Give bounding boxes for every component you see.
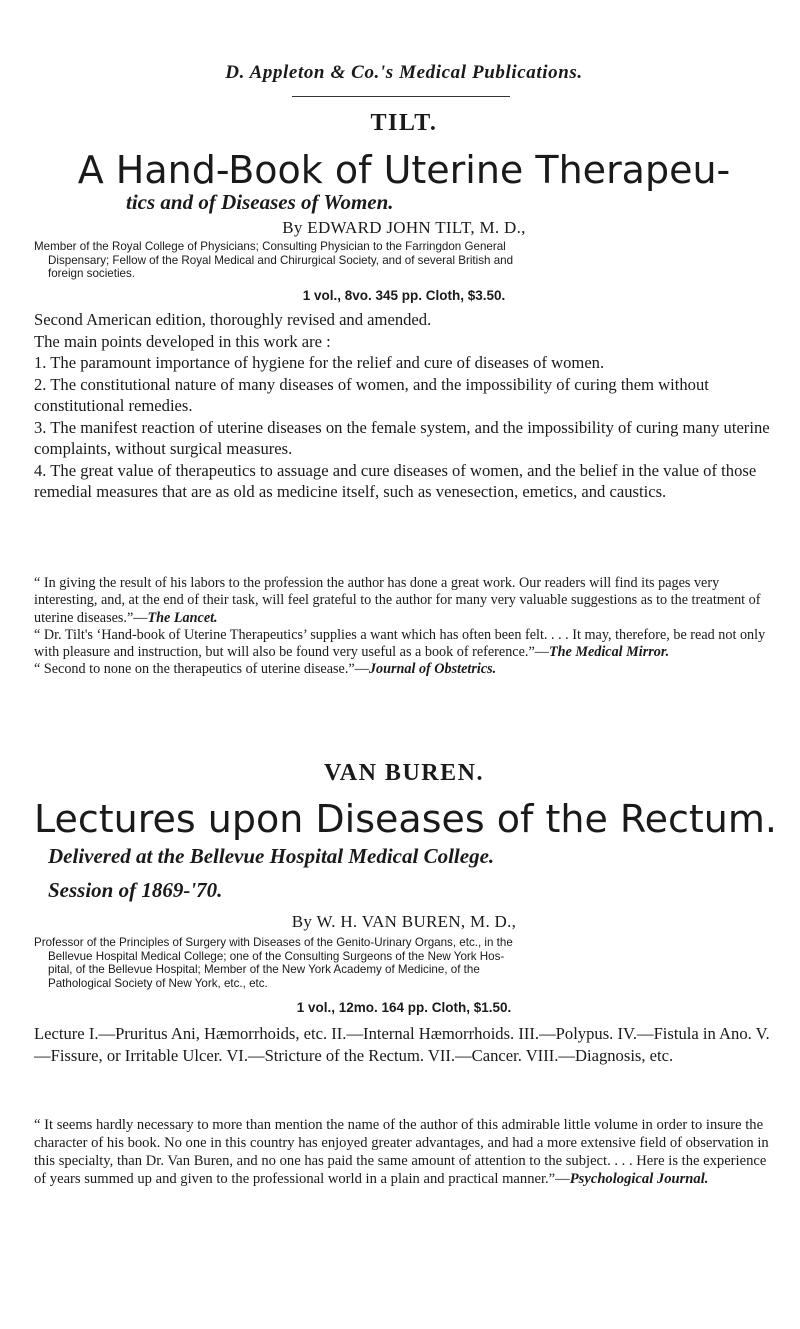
vanburen-credentials	[34, 936, 774, 990]
tilt-credentials-line2: Dispensary; Fellow of the Royal Medical and Chirurgical Society, and of several British and	[48, 253, 514, 267]
vanburen-author-heading: VAN BUREN.	[324, 760, 484, 786]
vanburen-review	[34, 1116, 774, 1188]
tilt-point-4: 4. The great value of therapeutics to assuage and cure diseases of women, and the belief in the value of those remedial measures that are as old as medicine itself, such as venesection, emetics, and caustics.	[34, 460, 757, 501]
review-quote: “ Second to none on the therapeutics of uterine disease.”—	[34, 661, 369, 678]
tilt-pub-info: 1 vol., 8vo. 345 pp. Cloth, $3.50.	[302, 288, 506, 303]
tilt-review-2	[34, 627, 774, 662]
tilt-review-1	[34, 575, 774, 627]
review-quote: “ Dr. Tilt's ‘Hand-book of Uterine Therapeutics’ supplies a want which has often been felt. . . . It may, therefore, be read not only with pleasure and instruction, but will also be found very useful as a book of reference.”—	[34, 626, 766, 661]
vanburen-title: Lectures upon Diseases of the Rectum.	[34, 797, 777, 841]
vanburen-credentials-line3: pital, of the Bellevue Hospital; Member of the New York Academy of Medicine, of the	[48, 963, 480, 976]
vanburen-byline: By W. H. VAN BUREN, M. D.,	[291, 912, 517, 931]
vanburen-review-paragraph	[34, 1116, 774, 1188]
vanburen-lectures: Lecture I.—Pruritus Ani, Hæmorrhoids, etc. II.—Internal Hæmorrhoids. III.—Polypus. IV.—Fistula in Ano. V.—Fissure, or Irritable Ulcer. VI.—Stricture of the Rectum. VII.—Cancer. VIII.—Diagnosis, etc.	[34, 1024, 770, 1065]
tilt-intro-line2: The main points developed in this work are :	[34, 331, 331, 351]
review-source: Psychological Journal.	[569, 1171, 709, 1187]
vanburen-credentials-line1: Professor of the Principles of Surgery with Diseases of the Genito-Urinary Organs, etc., in the	[34, 936, 513, 949]
tilt-credentials	[34, 240, 774, 281]
tilt-description	[34, 309, 774, 503]
tilt-credentials-line3: foreign societies.	[48, 267, 135, 280]
review-quote: “ It seems hardly necessary to more than mention the name of the author of this admirable little volume in order to insure the character of his book. No one in this country has enjoyed greater advantages, and had a more extensive field of observation in this specialty, than Dr. Van Buren, and no one has paid the same amount of attention to the subject. . . . Here is the experience of years summed up and given to the professional world in a plain and practical manner.”—	[34, 1117, 769, 1187]
tilt-title-line2: tics and of Diseases of Women.	[126, 190, 394, 214]
tilt-byline: By EDWARD JOHN TILT, M. D.,	[282, 218, 526, 237]
tilt-credentials-line1: Member of the Royal College of Physicians; Consulting Physician to the Farringdon General	[34, 240, 506, 253]
header-rule	[292, 96, 510, 97]
review-source: Journal of Obstetrics.	[368, 661, 497, 678]
tilt-review-3	[34, 661, 774, 678]
vanburen-pub-info: 1 vol., 12mo. 164 pp. Cloth, $1.50.	[296, 1000, 512, 1015]
vanburen-subtitle-line2: Session of 1869-'70.	[48, 878, 223, 902]
running-head: D. Appleton & Co.'s Medical Publications.	[225, 62, 583, 83]
tilt-intro-line1: Second American edition, thoroughly revised and amended.	[34, 310, 432, 329]
tilt-point-1: 1. The paramount importance of hygiene for the relief and cure of diseases of women.	[34, 353, 605, 372]
tilt-title-line1: A Hand-Book of Uterine Therapeu-	[77, 148, 731, 192]
vanburen-subtitle-line1: Delivered at the Bellevue Hospital Medical College.	[48, 844, 495, 868]
review-source: The Medical Mirror.	[548, 644, 670, 661]
review-source: The Lancet.	[147, 609, 218, 626]
review-quote: “ In giving the result of his labors to the profession the author has done a great work. Our readers will find its pages very interesting, and, at the end of their task, will feel grateful to the author for many very valuable suggestions as to the treatment of uterine diseases.”—	[34, 575, 761, 626]
vanburen-credentials-line2: Bellevue Hospital Medical College; one of the Consulting Surgeons of the New York Hos-	[48, 949, 505, 963]
tilt-point-2: 2. The constitutional nature of many diseases of women, and the impossibility of curing them without constitutional remedies.	[34, 374, 709, 415]
tilt-point-3: 3. The manifest reaction of uterine diseases on the female system, and the impossibility of curing many uterine complaints, without surgical measures.	[34, 417, 770, 458]
tilt-reviews	[34, 575, 774, 679]
tilt-author-heading: TILT.	[370, 110, 438, 136]
vanburen-credentials-line4: Pathological Society of New York, etc., etc.	[48, 976, 268, 990]
